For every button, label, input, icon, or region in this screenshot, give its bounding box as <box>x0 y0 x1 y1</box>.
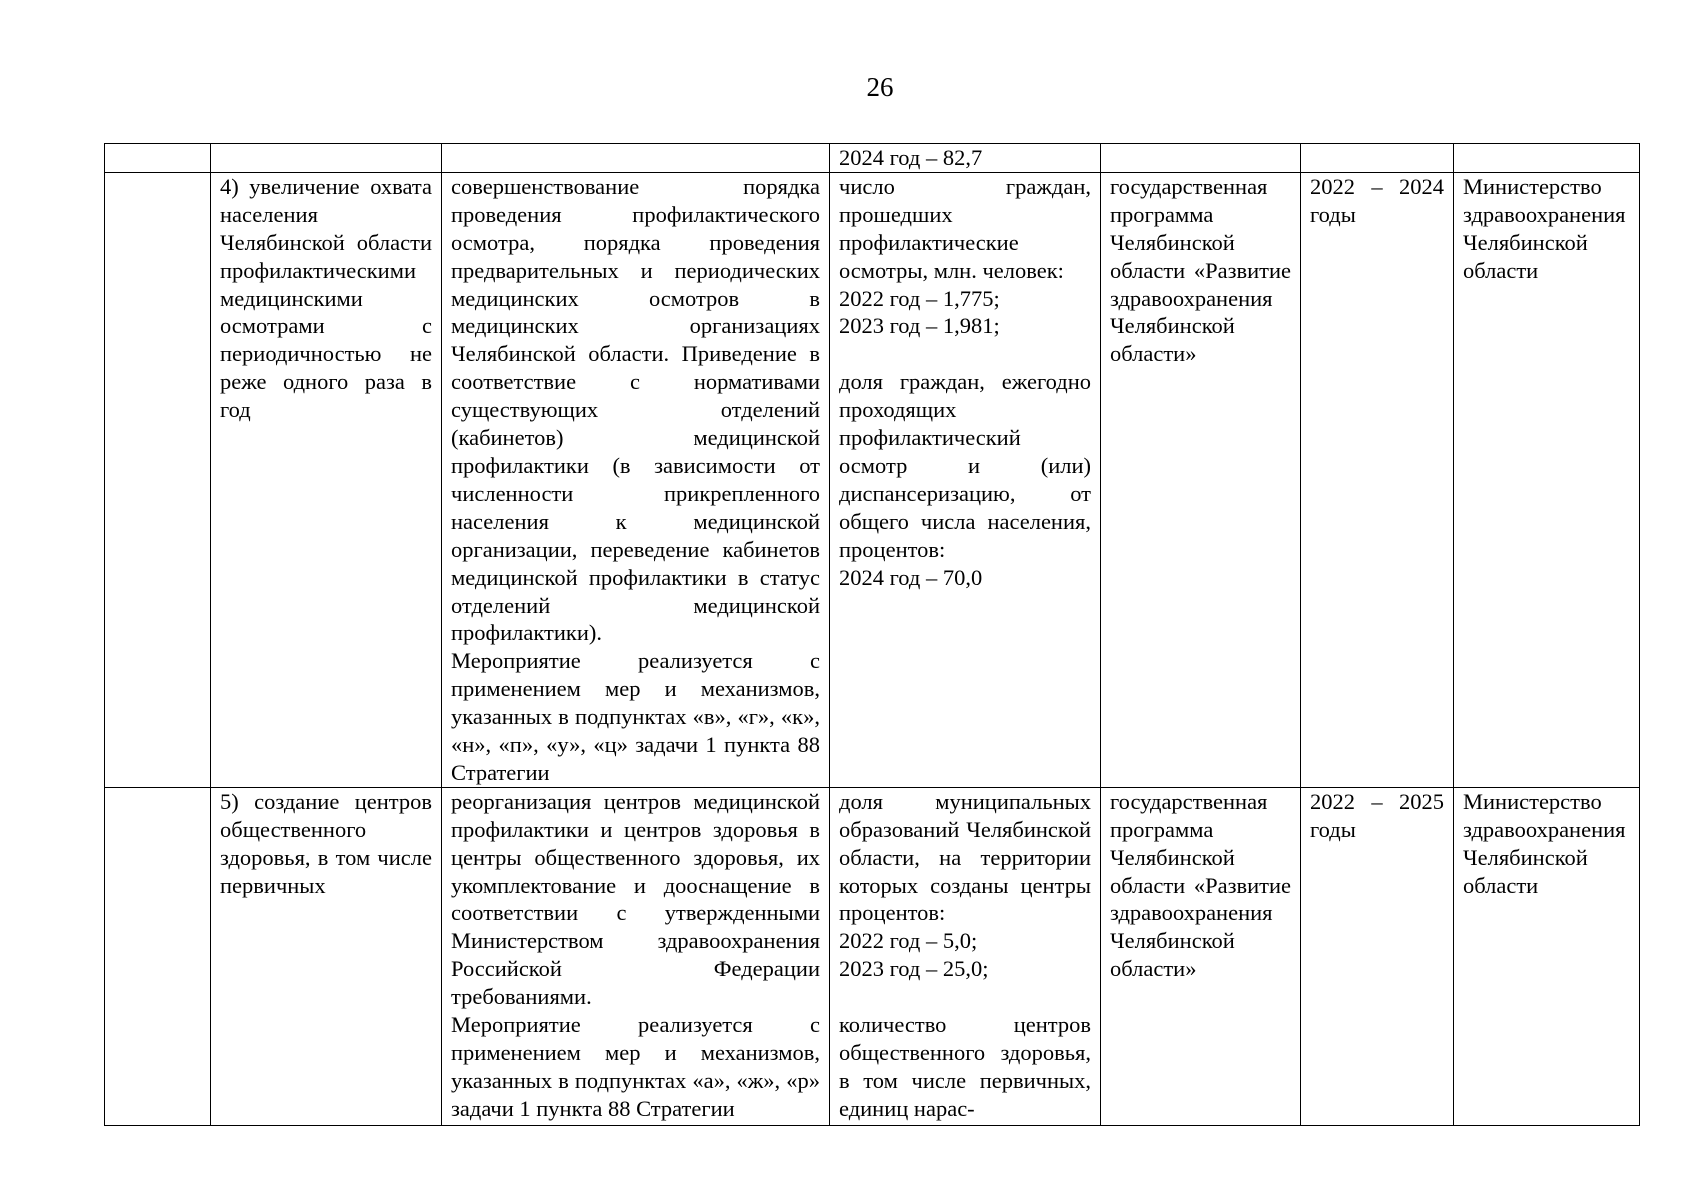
cell-responsible <box>1454 144 1640 173</box>
cell-paragraph: Мероприятие реализуется с применением мер и механизмов, указанных в подпунктах «в», «г», «к», «н», «п», «у», «ц» задачи 1 пункта 88 Стратегии <box>451 648 820 785</box>
cell-task: 4) увеличение охвата населения Челябинской области профилактическими медицинскими осмотрами с периодичностью не реже одного раза в год <box>211 172 442 787</box>
cell-responsible: Министерство здравоохранения Челябинской области <box>1454 787 1640 1125</box>
cell-program: государственная программа Челябинской области «Развитие здравоохранения Челябинской области» <box>1101 172 1301 787</box>
cell-measures <box>442 144 830 173</box>
cell-period: 2022 – 2025 годы <box>1301 787 1454 1125</box>
cell-program: государственная программа Челябинской области «Развитие здравоохранения Челябинской области» <box>1101 787 1301 1125</box>
cell-indicators <box>830 144 1101 173</box>
cell-paragraph: количество центров общественного здоровья, в том числе первичных, единиц нарас- <box>839 1012 1091 1121</box>
table-row <box>105 172 1640 787</box>
cell-task <box>211 144 442 173</box>
cell-paragraph: 2024 год – 70,0 <box>839 564 983 590</box>
cell-paragraph: доля граждан, ежегодно проходящих профилактический осмотр и (или) диспансеризацию, от общего числа населения, процентов: <box>839 369 1091 562</box>
document-table <box>104 143 1640 1126</box>
cell-paragraph <box>839 983 1091 1011</box>
cell-measures <box>442 172 830 787</box>
cell-program <box>1101 144 1301 173</box>
cell-number <box>105 144 211 173</box>
cell-paragraph: 2023 год – 25,0; <box>839 956 989 982</box>
cell-paragraph <box>839 340 1091 368</box>
cell-indicators <box>830 787 1101 1125</box>
cell-period <box>1301 144 1454 173</box>
page-number: 26 <box>866 72 894 102</box>
cell-paragraph: 2024 год – 82,7 <box>839 145 983 170</box>
cell-paragraph: доля муниципальных образований Челябинской области, на территории которых созданы центры процентов: <box>839 788 1091 926</box>
table-body <box>105 144 1640 1126</box>
cell-task: 5) создание центров общественного здоровья, в том числе первичных <box>211 787 442 1125</box>
cell-paragraph: число граждан, прошедших профилактические осмотры, млн. человек: <box>839 173 1091 283</box>
cell-measures <box>442 787 830 1125</box>
table-row <box>105 787 1640 1125</box>
cell-paragraph: Мероприятие реализуется с применением мер и механизмов, указанных в подпунктах «а», «ж», «р» задачи 1 пункта 88 Стратегии <box>451 1012 820 1121</box>
cell-paragraph: реорганизация центров медицинской профилактики и центров здоровья в центры общественного здоровья, их укомплектование и дооснащение в соответствии с утвержденными Министерством здравоохранения Российской Федерации требованиями. <box>451 788 820 1010</box>
cell-responsible: Министерство здравоохранения Челябинской области <box>1454 172 1640 787</box>
cell-number <box>105 787 211 1125</box>
cell-paragraph: 2022 год – 1,775; <box>839 285 1000 311</box>
cell-indicators <box>830 172 1101 787</box>
table-row <box>105 144 1640 173</box>
cell-number <box>105 172 211 787</box>
cell-paragraph: 2022 год – 5,0; <box>839 928 978 954</box>
cell-paragraph: 2023 год – 1,981; <box>839 313 1000 339</box>
cell-paragraph: совершенствование порядка проведения профилактического осмотра, порядка проведения предварительных и периодических медицинских осмотров в медицинских организациях Челябинской области. Приведение в соответствие с нормативами существующих отделений (кабинетов) медицинской профилактики (в зависимости от численности прикрепленного населения к медицинской организации, переведение кабинетов медицинской профилактики в статус отделений медицинской профилактики). <box>451 173 820 646</box>
cell-period: 2022 – 2024 годы <box>1301 172 1454 787</box>
